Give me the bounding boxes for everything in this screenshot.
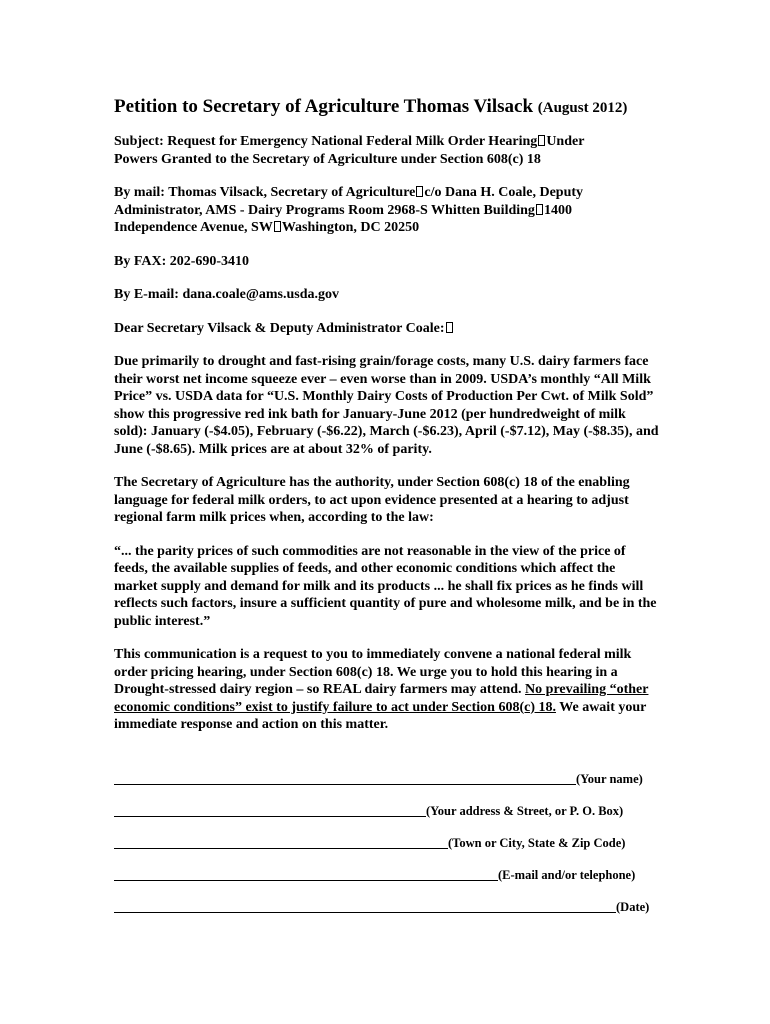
missing-glyph-icon: [416, 186, 423, 197]
signature-field-address[interactable]: [114, 788, 660, 820]
mail-text-3a: Independence Avenue, SW: [114, 220, 273, 235]
signature-line[interactable]: [114, 898, 616, 913]
paragraph-3-end: We await your immediate response and action on this matter.: [114, 699, 647, 732]
missing-glyph-icon: [274, 221, 281, 232]
title-date: (August 2012): [537, 100, 628, 116]
subject-text-c: Powers Granted to the Secretary of Agriculture under Section 608(c) 18: [114, 151, 541, 167]
signature-label: (Your address & Street, or P. O. Box): [426, 803, 624, 818]
petition-document: [114, 96, 660, 916]
signature-label: (E-mail and/or telephone): [498, 867, 636, 882]
missing-glyph-icon: [536, 204, 543, 215]
signature-block: [114, 756, 660, 916]
signature-line[interactable]: [114, 834, 448, 849]
missing-glyph-icon: [538, 135, 545, 146]
salutation: [114, 320, 660, 338]
paragraph-3-text: This communication is a request to you to immediately convene a national federal milk order pricing hearing, under Section 608(c) 18. We urge you to hold this hearing in a Drought-stressed dairy region – so REAL dairy farmers may attend.: [114, 647, 632, 697]
subject-paragraph: [114, 133, 660, 168]
mail-text-1a: By mail: Thomas Vilsack, Secretary of Agriculture: [114, 185, 416, 200]
document-title: [114, 96, 660, 119]
paragraph-3-underlined: No prevailing “other economic conditions” exist to justify failure to act under Section 608(c) 18.: [114, 682, 649, 715]
email-line: By E-mail: dana.coale@ams.usda.gov: [114, 287, 339, 302]
body-paragraph-1: Due primarily to drought and fast-rising grain/forage costs, many U.S. dairy farmers face their worst net income squeeze ever – even worse than in 2009. USDA’s monthly “All Milk Price” vs. USDA data for “U.S. Monthly Dairy Costs of Production Per Cwt. of Milk Sold” show this progressive red ink bath for January-June 2012 (per hundredweight of milk sold): January (-$4.05), February (-$6.22), March (-$6.23), April (-$7.12), May (-$8.35), and June (-$8.65). Milk prices are at about 32% of parity.: [114, 354, 659, 457]
signature-line[interactable]: [114, 802, 426, 817]
mail-address-paragraph: [114, 184, 660, 237]
signature-label: (Date): [616, 899, 650, 914]
salutation-text: Dear Secretary Vilsack & Deputy Administrator Coale:: [114, 320, 445, 336]
fax-line: By FAX: 202-690-3410: [114, 253, 250, 269]
subject-text-b: Under: [546, 134, 585, 149]
signature-label: (Your name): [576, 771, 643, 786]
body-paragraph-3: [114, 646, 660, 734]
mail-text-3b: Washington, DC 20250: [281, 220, 420, 235]
mail-text-2b: 1400: [543, 202, 572, 218]
signature-line[interactable]: [114, 866, 498, 881]
signature-line[interactable]: [114, 770, 576, 785]
mail-text-2a: Administrator, AMS - Dairy Programs Room 2968-S Whitten Building: [114, 202, 535, 218]
subject-text-a: Subject: Request for Emergency National Federal Milk Order Hearing: [114, 134, 538, 149]
signature-field-town[interactable]: [114, 820, 660, 852]
signature-field-contact[interactable]: [114, 852, 660, 884]
signature-field-date[interactable]: [114, 884, 660, 916]
title-text: Petition to Secretary of Agriculture Thomas Vilsack: [114, 96, 534, 117]
signature-label: (Town or City, State & Zip Code): [448, 835, 626, 850]
law-quote: “... the parity prices of such commodities are not reasonable in the view of the price of feeds, the available supplies of feeds, and other economic conditions which affect the market supply and demand for milk and its products ... he shall fix prices as he finds will reflects such factors, insure a sufficient quantity of pure and wholesome milk, and be in the public interest.”: [114, 543, 657, 629]
mail-text-1b: c/o Dana H. Coale, Deputy: [424, 185, 584, 200]
signature-field-name[interactable]: [114, 756, 660, 788]
missing-glyph-icon: [446, 322, 453, 333]
body-paragraph-2: The Secretary of Agriculture has the authority, under Section 608(c) 18 of the enabling language for federal milk orders, to act upon evidence presented at a hearing to adjust regional farm milk prices when, according to the law:: [114, 475, 630, 525]
